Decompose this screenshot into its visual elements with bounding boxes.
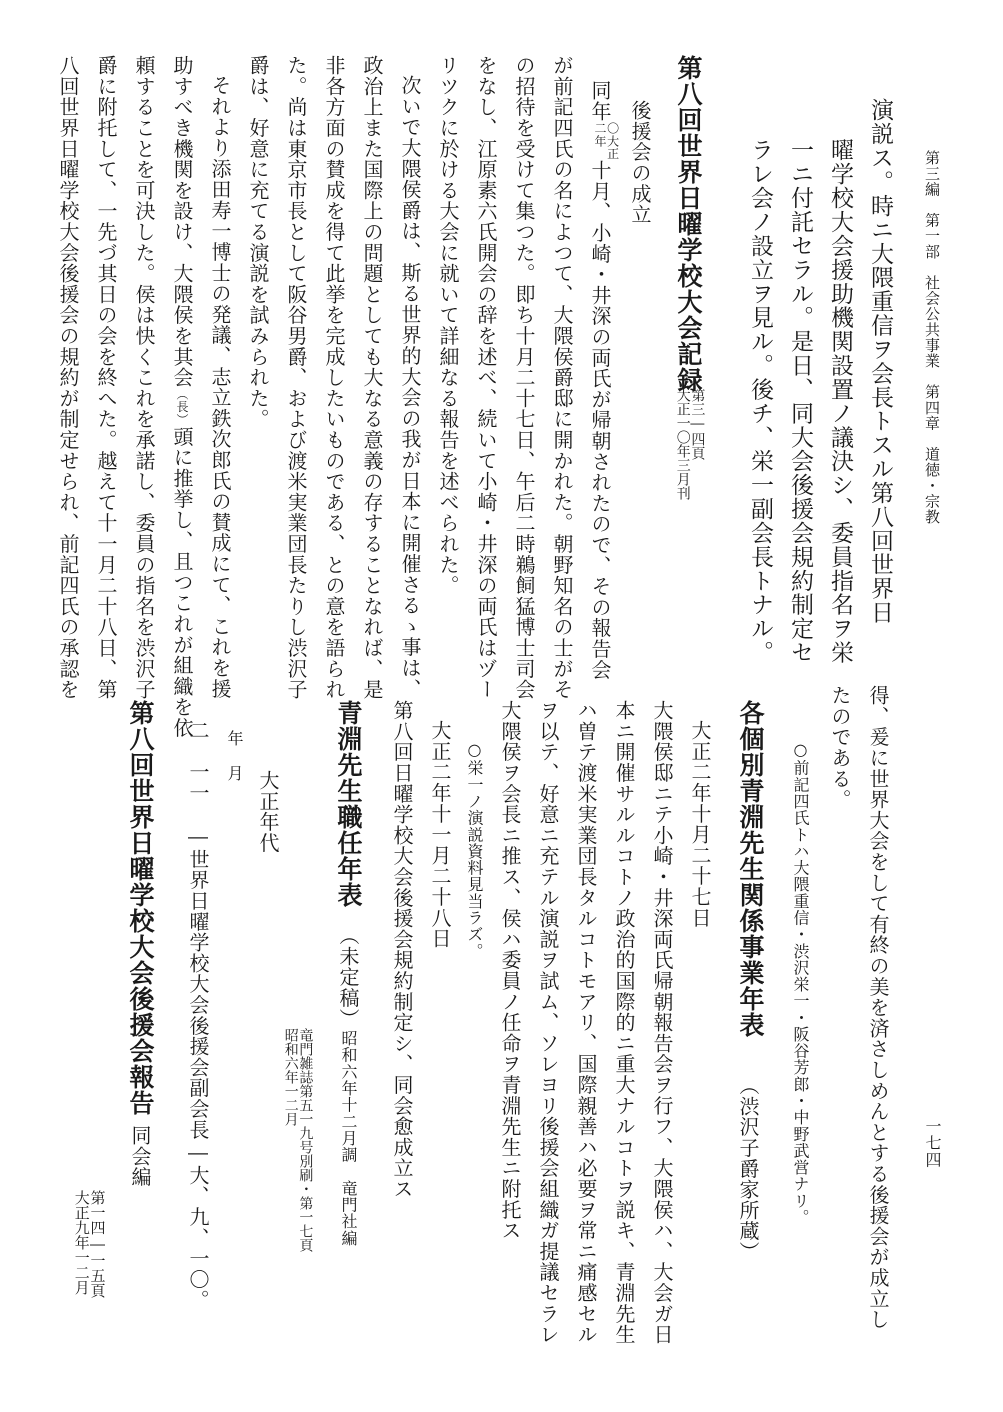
para1-text: 十月、小崎・井深の両氏が帰朝されたので、その報告会 [588, 160, 612, 681]
era-note-2: 二年 [593, 121, 607, 148]
report-editor: 同会編 [128, 1125, 152, 1188]
entry-line: 大隈侯邸ニテ小崎・井深両氏帰朝報告会ヲ行フ、大隈侯ハ、大会ガ日 [650, 700, 674, 1345]
para-line: 爵は、好意に充てる演説を試みられた。 [246, 55, 270, 430]
para-line: た。尚は東京市長として阪谷男爵、および渡米実業団長たりし渋沢子 [284, 55, 308, 700]
para-line: 次いで大隈侯爵は、斯る世界的大会の我が日本に開催さるゝ事は、 [398, 75, 422, 699]
section-title: 第八回世界日曜学校大会記録 [674, 55, 703, 393]
para-line: 非各方面の賛成を得て此挙を完成したいものである、との意を語られ [322, 55, 346, 700]
era-note [593, 122, 618, 160]
running-header: 第三編 第一部 社会公共事業 第四章 道徳・宗教 [923, 150, 941, 525]
section-source-date: 大正一〇年三月刊 [674, 388, 691, 500]
career-draft: （未定稿） [336, 925, 360, 1029]
para-line [590, 80, 619, 680]
entry-line: 大隈侯ヲ会長ニ推ス、侯ハ委員ノ任命ヲ青淵先生ニ附托ス [498, 700, 522, 1241]
ryumon-source-2: 昭和六年一二月 [282, 1028, 299, 1126]
para-line: が前記四氏の名によつて、大隈侯爵邸に開かれた。朝野知名の士がそ [550, 55, 574, 700]
quote-line: 曜学校大会援助機関設置ノ議決シ、委員指名ヲ栄 [827, 138, 853, 665]
career-source: 昭和六年十二月調 竜門社編 [339, 1030, 358, 1247]
table-source: （渋沢子爵家所蔵） [736, 1075, 760, 1263]
table-title: 各個別青淵先生関係事業年表 [736, 700, 765, 1038]
col-year: 年 [225, 730, 244, 747]
para-line: をなし、江原素六氏開会の辞を述べ、続いて小崎・井深の両氏はヅー [474, 55, 498, 700]
entry-date: 大正二年十一月二十八日 [428, 720, 452, 949]
para-line: リツクに於ける大会に就いて詳細なる報告を述べられた。 [436, 55, 460, 596]
page-number: 一七四 [923, 1118, 942, 1168]
entry-line: 本ニ開催サルルコトノ政治的国際的ニ重大ナルコトヲ説キ、青淵先生 [612, 700, 636, 1345]
para-line: 爵に附托して、一先づ其日の会を終へた。越えて十一月二十八日、第 [94, 55, 118, 700]
entry-note: ○栄一ノ演説資料見当ラズ。 [465, 740, 484, 960]
para1-prefix: 同年 [588, 80, 612, 122]
quote-line: 一ニ付託セラル。是日、同大会後援会規約制定セ [787, 138, 813, 665]
ryumon-source-1: 竜門雑誌第五一九号別刷・第一七頁 [297, 1028, 314, 1252]
col-month: 月 [225, 765, 244, 782]
ruby-note: （長） [175, 387, 189, 427]
era-note-1: 〇大正 [605, 121, 620, 161]
career-title: 青淵先生職任年表 [334, 700, 363, 908]
entry-line: ヲ以テ、好意ニ充テル演説ヲ試ム、ソレヨリ後援会組織ガ提議セラレ [536, 700, 560, 1345]
para3-text-b: 頭に推挙し、且つこれが組織を依 [170, 426, 194, 739]
para-line: 頼することを可決した。侯は快くこれを承諾し、委員の指名を渋沢子 [132, 55, 156, 700]
para-line: それより添田寿一博士の発議、志立鉄次郎氏の賛成にて、これを援 [208, 75, 232, 699]
report-source-1: 第一四―一五頁 [88, 1190, 107, 1298]
para-line: たのである。 [828, 685, 852, 810]
quote-line: ラレ会ノ設立ヲ見ル。後チ、栄一副会長トナル。 [747, 138, 773, 665]
report-source [73, 1190, 105, 1298]
subheading: 後援会の成立 [628, 100, 652, 225]
para-line: 政治上また国際上の問題としても大なる意義の存することなれば、是 [360, 55, 384, 700]
report-source-2: 大正九年一二月 [72, 1190, 91, 1295]
para-line: の招待を受けて集つた。即ち十月二十七日、午后二時鵜飼猛博士司会 [512, 55, 536, 700]
ryumon-source [283, 1028, 312, 1252]
entry-date: 大正二年十月二十七日 [688, 720, 712, 928]
para-line [172, 55, 192, 738]
note-line: ○前記四氏トハ大隈重信・渋沢栄一・阪谷芳郎・中野武営ナリ。 [791, 740, 810, 1226]
para-line: 得、爰に世界大会をして有終の美を済さしめんとする後援会が成立し [866, 685, 890, 1330]
report-title: 第八回世界日曜学校大会後援会報告 [126, 700, 155, 1116]
entry-line: 第八回日曜学校大会後援会規約制定シ、同会愈成立ス [390, 700, 414, 1200]
para-line: 八回世界日曜学校大会後援会の規約が制定せられ、前記四氏の承認を [56, 55, 80, 700]
section-source [675, 388, 704, 508]
section-source-page: 第三―四頁 [689, 388, 706, 460]
era-heading: 大正年代 [256, 770, 280, 854]
para3-text-a: 助すべき機関を設け、大隈侯を其会 [170, 55, 194, 388]
career-entry: 二 一一 ―世界日曜学校大会後援会副会長―大、九、一〇。 [186, 720, 210, 1311]
entry-line: ハ曽テ渡米実業団長タルコトモアリ、国際親善ハ必要ヲ常ニ痛感セル [574, 700, 598, 1345]
quote-line: 演説ス。時ニ大隈重信ヲ会長トスル第八回世界日 [867, 98, 893, 625]
